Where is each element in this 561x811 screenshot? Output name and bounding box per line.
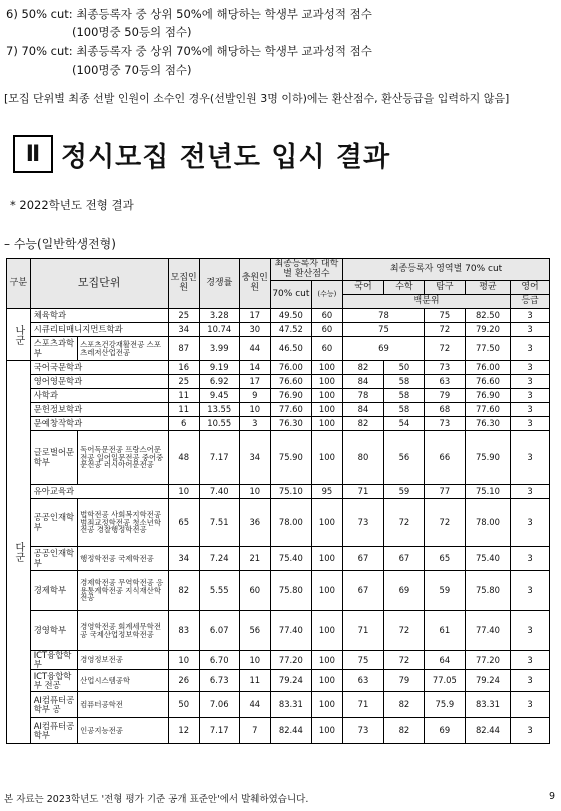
cell-math: 54: [383, 417, 424, 431]
cell-inq: 72: [424, 499, 465, 547]
cell-math: 82: [383, 692, 424, 718]
cell-cut: 77.20: [270, 651, 311, 670]
cell-reg: 60: [239, 571, 270, 611]
table-row: [7, 389, 550, 403]
unit-name: 공공인재학부: [30, 547, 77, 571]
cell-cut: 47.52: [270, 323, 311, 337]
cell-rate: 10.74: [199, 323, 239, 337]
cell-reg: 17: [239, 309, 270, 323]
unit-sub: 독어독문전공 프랑스어문전공 일어일문전공 중어중문전공 러시아어문전공: [78, 431, 169, 485]
cell-su: 100: [311, 361, 342, 375]
group-label-da: 다군: [7, 361, 31, 744]
cell-quota: 11: [168, 403, 199, 417]
cell-su: 100: [311, 389, 342, 403]
cell-kor: 82: [343, 417, 384, 431]
unit-name: 문예창작학과: [30, 417, 168, 431]
cell-inq: 77: [424, 485, 465, 499]
intro-line-2b: (100명중 70등의 점수): [72, 63, 192, 77]
cell-su: 100: [311, 718, 342, 744]
unit-name: 공공인재학부: [30, 499, 77, 547]
table-row: [7, 499, 550, 547]
table-row: [7, 670, 550, 692]
cell-kor: 73: [343, 499, 384, 547]
unit-name: 영어영문학과: [30, 375, 168, 389]
unit-name: 체육학과: [30, 309, 168, 323]
unit-sub: 인공지능전공: [78, 718, 169, 744]
unit-name: 스포츠과학부: [30, 337, 77, 361]
cell-quota: 83: [168, 611, 199, 651]
cell-math: 58: [383, 389, 424, 403]
footer-note: 본 자료는 2023학년도 '전형 평가 기준 공개 표준안'에서 발췌하였습니다.: [4, 794, 309, 805]
cell-kor: 75: [343, 651, 384, 670]
cell-su: 60: [311, 323, 342, 337]
cell-avg: 75.10: [465, 485, 510, 499]
cell-kor: 71: [343, 611, 384, 651]
cell-avg: 82.50: [465, 309, 510, 323]
cell-su: 100: [311, 670, 342, 692]
header-quota: 모집인원: [168, 259, 199, 309]
cell-rate: 7.40: [199, 485, 239, 499]
cell-reg: 30: [239, 323, 270, 337]
cell-quota: 12: [168, 718, 199, 744]
cell-cut: 75.40: [270, 547, 311, 571]
cell-su: 100: [311, 403, 342, 417]
cell-avg: 79.20: [465, 323, 510, 337]
cell-cut: 75.90: [270, 431, 311, 485]
cell-quota: 10: [168, 485, 199, 499]
cell-cut: 76.30: [270, 417, 311, 431]
table-row: [7, 375, 550, 389]
cell-cut: 77.60: [270, 403, 311, 417]
cell-math: 58: [383, 375, 424, 389]
cell-eng: 3: [511, 417, 550, 431]
cell-su: 100: [311, 375, 342, 389]
cell-math: 69: [383, 571, 424, 611]
section-heading: [13, 133, 390, 175]
cell-kor: 82: [343, 361, 384, 375]
table-row: [7, 485, 550, 499]
cell-quota: 6: [168, 417, 199, 431]
cell-eng: 3: [511, 718, 550, 744]
cell-avg: 75.40: [465, 547, 510, 571]
unit-name: 국어국문학과: [30, 361, 168, 375]
header-gubun: 구분: [7, 259, 31, 309]
cell-eng: 3: [511, 651, 550, 670]
cell-eng: 3: [511, 389, 550, 403]
cell-avg: 82.44: [465, 718, 510, 744]
unit-sub: 컴퓨터공학전: [78, 692, 169, 718]
cell-kor-math: 69: [343, 337, 425, 361]
header-eng: 영어: [511, 281, 550, 295]
cell-math: 72: [383, 499, 424, 547]
unit-sub: 경제학전공 무역학전공 응용통계학전공 지식재산학전공: [78, 571, 169, 611]
cell-reg: 3: [239, 417, 270, 431]
cell-quota: 50: [168, 692, 199, 718]
cell-quota: 11: [168, 389, 199, 403]
table-row: [7, 309, 550, 323]
cell-quota: 10: [168, 651, 199, 670]
cell-su: 100: [311, 571, 342, 611]
table-row: [7, 431, 550, 485]
unit-name: AI컴퓨터공학부: [30, 718, 77, 744]
cell-inq: 69: [424, 718, 465, 744]
cell-avg: 76.30: [465, 417, 510, 431]
group-label-na: 나군: [7, 309, 31, 361]
unit-sub: 산업시스템공학: [78, 670, 169, 692]
sub-heading: – 수능(일반학생전형): [4, 237, 116, 251]
cell-avg: 79.24: [465, 670, 510, 692]
cell-reg: 56: [239, 611, 270, 651]
cell-avg: 77.20: [465, 651, 510, 670]
results-table: [6, 258, 550, 744]
cell-kor-math: 75: [343, 323, 425, 337]
page-number: 9: [548, 791, 555, 802]
cell-su: 100: [311, 651, 342, 670]
cell-cut: 75.10: [270, 485, 311, 499]
header-final: 최종등록자 대학별 환산점수: [270, 259, 342, 281]
intro-line-1: 6) 50% cut: 최종등록자 중 상위 50%에 해당하는 학생부 교과성적 점수: [6, 7, 372, 21]
header-unit: 모집단위: [30, 259, 168, 309]
table-row: [7, 403, 550, 417]
header-70cut: 70% cut: [270, 281, 311, 309]
cell-inq: 72: [424, 337, 465, 361]
cell-eng: 3: [511, 309, 550, 323]
cell-inq: 61: [424, 611, 465, 651]
cell-kor: 80: [343, 431, 384, 485]
cell-eng: 3: [511, 431, 550, 485]
cell-cut: 76.00: [270, 361, 311, 375]
cell-inq: 77.05: [424, 670, 465, 692]
cell-su: 100: [311, 499, 342, 547]
cell-math: 59: [383, 485, 424, 499]
unit-sub: 경영학전공 회계세무학전공 국제산업정보학전공: [78, 611, 169, 651]
cell-cut: 82.44: [270, 718, 311, 744]
table-row: [7, 337, 550, 361]
cell-kor: 73: [343, 718, 384, 744]
table-row: [7, 611, 550, 651]
cell-eng: 3: [511, 692, 550, 718]
cell-math: 82: [383, 718, 424, 744]
cell-cut: 76.90: [270, 389, 311, 403]
cell-rate: 3.99: [199, 337, 239, 361]
cell-rate: 6.92: [199, 375, 239, 389]
cell-eng: 3: [511, 337, 550, 361]
cell-su: 60: [311, 309, 342, 323]
cell-reg: 17: [239, 375, 270, 389]
table-row: [7, 361, 550, 375]
cell-kor: 78: [343, 389, 384, 403]
unit-sub: 행정학전공 국제학전공: [78, 547, 169, 571]
cell-rate: 7.51: [199, 499, 239, 547]
table-row: [7, 692, 550, 718]
cell-inq: 59: [424, 571, 465, 611]
unit-sub: 스포츠건강재활전공 스포츠레저산업전공: [78, 337, 169, 361]
cell-cut: 76.60: [270, 375, 311, 389]
table-row: [7, 651, 550, 670]
cell-inq: 75: [424, 309, 465, 323]
cell-eng: 3: [511, 375, 550, 389]
cell-eng: 3: [511, 403, 550, 417]
cell-reg: 10: [239, 485, 270, 499]
cell-reg: 7: [239, 718, 270, 744]
cell-quota: 16: [168, 361, 199, 375]
unit-name: 사학과: [30, 389, 168, 403]
cell-rate: 7.17: [199, 431, 239, 485]
header-reg: 충원인원: [239, 259, 270, 309]
cell-avg: 75.80: [465, 571, 510, 611]
cell-rate: 9.45: [199, 389, 239, 403]
table-row: [7, 417, 550, 431]
cell-cut: 75.80: [270, 571, 311, 611]
cell-eng: 3: [511, 547, 550, 571]
cell-cut: 46.50: [270, 337, 311, 361]
cell-rate: 7.24: [199, 547, 239, 571]
cell-kor: 67: [343, 571, 384, 611]
cell-avg: 83.31: [465, 692, 510, 718]
cell-eng: 3: [511, 571, 550, 611]
cell-inq: 73: [424, 417, 465, 431]
notice-text: [모집 단위별 최종 선발 인원이 소수인 경우(선발인원 3명 이하)에는 환산점수, 환산등급을 입력하지 않음]: [4, 92, 510, 105]
cell-avg: 78.00: [465, 499, 510, 547]
cell-avg: 77.50: [465, 337, 510, 361]
cell-math: 56: [383, 431, 424, 485]
cell-quota: 26: [168, 670, 199, 692]
cell-kor: 63: [343, 670, 384, 692]
cell-math: 79: [383, 670, 424, 692]
unit-name: 유아교육과: [30, 485, 168, 499]
unit-name: 경영학부: [30, 611, 77, 651]
cell-cut: 79.24: [270, 670, 311, 692]
header-grade: 등급: [511, 295, 550, 309]
cell-reg: 11: [239, 670, 270, 692]
cell-su: 100: [311, 431, 342, 485]
unit-name: 글로벌어문학부: [30, 431, 77, 485]
cell-reg: 9: [239, 389, 270, 403]
unit-sub: 법학전공 사회복지학전공 범죄교정학전공 청소년학전공 경찰행정학전공: [78, 499, 169, 547]
cell-math: 72: [383, 651, 424, 670]
cell-avg: 76.00: [465, 361, 510, 375]
table-row: [7, 547, 550, 571]
header-pct: 백분위: [343, 295, 511, 309]
cell-rate: 9.19: [199, 361, 239, 375]
cell-su: 60: [311, 337, 342, 361]
unit-name: ICT융합학부 전공: [30, 670, 77, 692]
cell-kor: 84: [343, 403, 384, 417]
cell-rate: 6.07: [199, 611, 239, 651]
cell-quota: 25: [168, 309, 199, 323]
cell-cut: 77.40: [270, 611, 311, 651]
cell-inq: 75.9: [424, 692, 465, 718]
cell-inq: 72: [424, 323, 465, 337]
cell-quota: 48: [168, 431, 199, 485]
cell-rate: 7.17: [199, 718, 239, 744]
cell-quota: 34: [168, 323, 199, 337]
cell-su: 100: [311, 692, 342, 718]
cell-cut: 49.50: [270, 309, 311, 323]
header-avg: 평균: [465, 281, 510, 295]
table-row: [7, 323, 550, 337]
cell-quota: 82: [168, 571, 199, 611]
cell-kor: 71: [343, 692, 384, 718]
cell-inq: 79: [424, 389, 465, 403]
cell-reg: 34: [239, 431, 270, 485]
cell-eng: 3: [511, 670, 550, 692]
section-title: 정시모집 전년도 입시 결과: [61, 141, 391, 173]
cell-avg: 76.90: [465, 389, 510, 403]
table-row: [7, 718, 550, 744]
unit-sub: 경영정보전공: [78, 651, 169, 670]
cell-su: 100: [311, 547, 342, 571]
cell-avg: 76.60: [465, 375, 510, 389]
cell-kor: 84: [343, 375, 384, 389]
cell-kor-math: 78: [343, 309, 425, 323]
unit-name: ICT융합학부: [30, 651, 77, 670]
cell-reg: 14: [239, 361, 270, 375]
cell-avg: 77.40: [465, 611, 510, 651]
cell-reg: 44: [239, 337, 270, 361]
header-math: 수학: [383, 281, 424, 295]
cell-quota: 87: [168, 337, 199, 361]
header-kor: 국어: [343, 281, 384, 295]
cell-math: 67: [383, 547, 424, 571]
cell-rate: 10.55: [199, 417, 239, 431]
cell-math: 58: [383, 403, 424, 417]
cell-eng: 3: [511, 611, 550, 651]
cell-eng: 3: [511, 323, 550, 337]
cell-inq: 65: [424, 547, 465, 571]
cell-cut: 78.00: [270, 499, 311, 547]
cell-cut: 83.31: [270, 692, 311, 718]
cell-rate: 13.55: [199, 403, 239, 417]
cell-kor: 71: [343, 485, 384, 499]
bullet-year: * 2022학년도 전형 결과: [10, 198, 134, 212]
unit-name: 경제학부: [30, 571, 77, 611]
cell-reg: 21: [239, 547, 270, 571]
intro-line-2: 7) 70% cut: 최종등록자 중 상위 70%에 해당하는 학생부 교과성적 점수: [6, 44, 372, 58]
cell-inq: 66: [424, 431, 465, 485]
cell-su: 95: [311, 485, 342, 499]
cell-inq: 64: [424, 651, 465, 670]
cell-reg: 36: [239, 499, 270, 547]
header-area: 최종등록자 영역별 70% cut: [343, 259, 550, 281]
unit-name: 시큐리티매니지먼트학과: [30, 323, 168, 337]
cell-kor: 67: [343, 547, 384, 571]
table-row: [7, 571, 550, 611]
header-rate: 경쟁률: [199, 259, 239, 309]
header-suneung: (수능): [311, 281, 342, 309]
cell-reg: 44: [239, 692, 270, 718]
cell-su: 100: [311, 417, 342, 431]
cell-rate: 6.73: [199, 670, 239, 692]
cell-rate: 3.28: [199, 309, 239, 323]
cell-quota: 65: [168, 499, 199, 547]
unit-name: 문헌정보학과: [30, 403, 168, 417]
cell-quota: 25: [168, 375, 199, 389]
cell-rate: 5.55: [199, 571, 239, 611]
cell-inq: 63: [424, 375, 465, 389]
cell-reg: 10: [239, 403, 270, 417]
header-inq: 탐구: [424, 281, 465, 295]
cell-inq: 73: [424, 361, 465, 375]
cell-rate: 7.06: [199, 692, 239, 718]
cell-avg: 77.60: [465, 403, 510, 417]
unit-name: AI컴퓨터공학부 공: [30, 692, 77, 718]
cell-su: 100: [311, 611, 342, 651]
cell-eng: 3: [511, 485, 550, 499]
cell-avg: 75.90: [465, 431, 510, 485]
intro-line-1b: (100명중 50등의 점수): [72, 25, 192, 39]
cell-quota: 34: [168, 547, 199, 571]
cell-eng: 3: [511, 361, 550, 375]
cell-rate: 6.70: [199, 651, 239, 670]
cell-reg: 10: [239, 651, 270, 670]
cell-eng: 3: [511, 499, 550, 547]
cell-math: 50: [383, 361, 424, 375]
cell-math: 72: [383, 611, 424, 651]
cell-inq: 68: [424, 403, 465, 417]
section-numeral: Ⅱ: [13, 135, 53, 173]
